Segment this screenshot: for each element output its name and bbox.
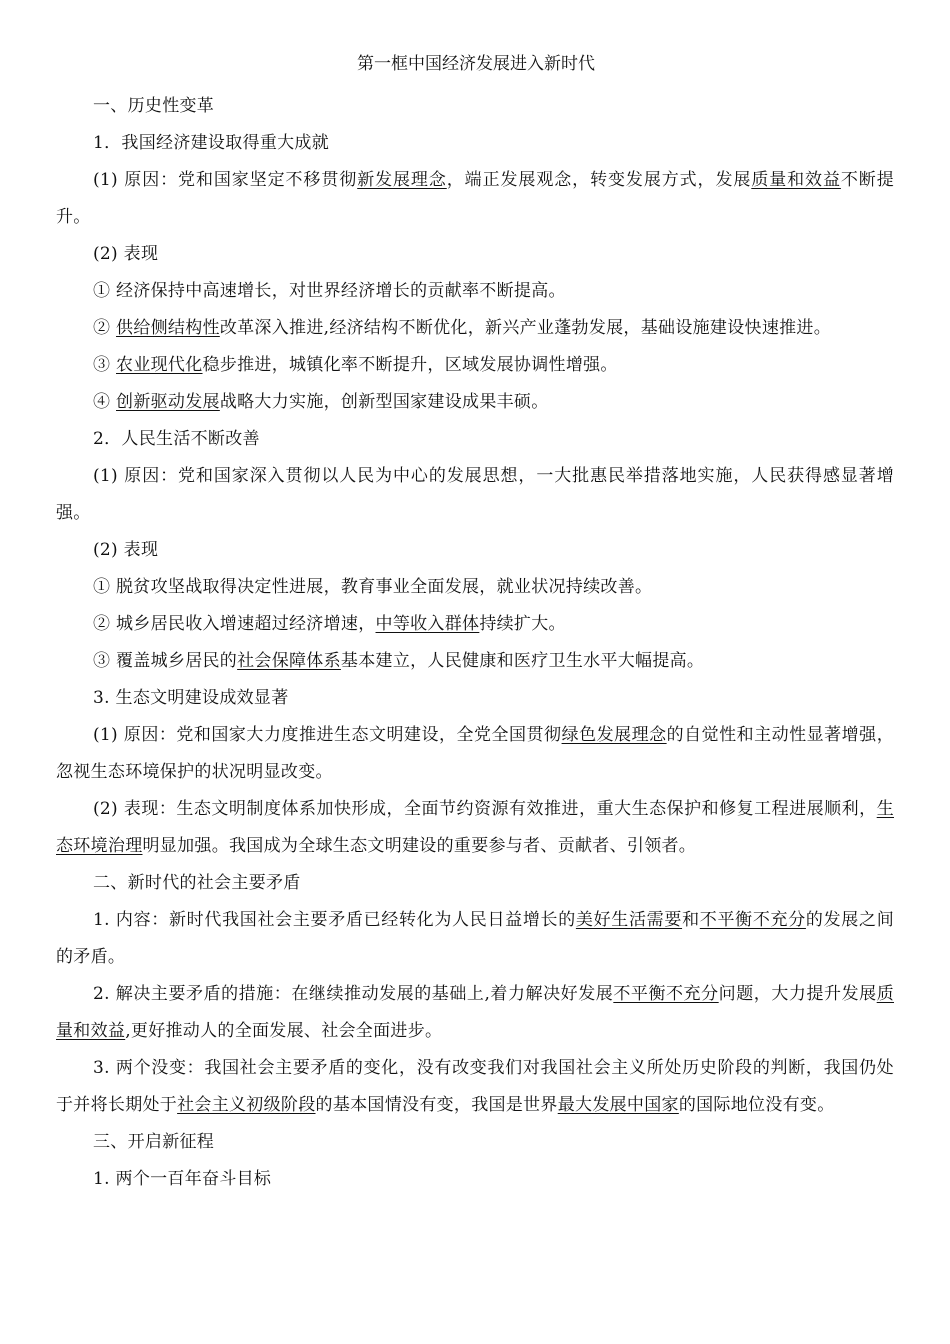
text-segment: 2．人民生活不断改善 — [93, 429, 260, 449]
paragraph — [56, 236, 894, 273]
text-segment: 2. 解决主要矛盾的措施：在继续推动发展的基础上,着力解决好发展 — [93, 984, 614, 1004]
text-segment: 不断提升。 — [56, 170, 895, 227]
underlined-key-term: 绿色发展理念 — [561, 725, 667, 745]
paragraph — [56, 643, 894, 680]
paragraph — [56, 310, 894, 347]
text-segment: 3. 两个没变：我国社会主要矛盾的变化，没有改变我们对我国社会主义所处历史阶段的判断，我国仍处于并将长期处于 — [56, 1058, 894, 1115]
underlined-key-term: 质量和效益 — [56, 984, 894, 1041]
underlined-key-term: 社会主义初级阶段 — [177, 1095, 316, 1115]
underlined-key-term: 美好生活需要 — [575, 910, 683, 930]
text-segment: 的基本国情没有变，我国是世界 — [315, 1095, 558, 1115]
text-segment: 的发展之间的矛盾。 — [56, 910, 894, 967]
paragraph — [56, 680, 894, 717]
paragraph — [56, 532, 894, 569]
underlined-key-term: 创新驱动发展 — [116, 392, 220, 412]
page-title: 第一框中国经济发展进入新时代 — [357, 54, 595, 74]
text-segment: (2) 表现 — [93, 244, 159, 264]
underlined-key-term: 最大发展中国家 — [557, 1095, 679, 1115]
underlined-key-term: 供给侧结构性 — [116, 318, 220, 338]
text-segment: 的自觉性和主动性显著增强，忽视生态环境保护的状况明显改变。 — [56, 725, 894, 782]
paragraph — [56, 865, 894, 902]
underlined-key-term: 中等收入群体 — [375, 614, 480, 634]
paragraph — [56, 273, 894, 310]
paragraph — [56, 1161, 894, 1198]
text-segment: 1. 两个一百年奋斗目标 — [93, 1169, 272, 1189]
text-segment: 1. 内容：新时代我国社会主要矛盾已经转化为人民日益增长的 — [93, 910, 576, 930]
text-segment: ③ 覆盖城乡居民的 — [93, 651, 238, 671]
text-segment: (1) 原因：党和国家深入贯彻以人民为中心的发展思想，一大批惠民举措落地实施，人民获得感显著增强。 — [56, 466, 894, 523]
paragraph — [56, 791, 894, 865]
text-segment: (2) 表现 — [93, 540, 159, 560]
text-segment: ，端正发展观念，转变发展方式，发展 — [446, 170, 752, 190]
paragraph — [56, 606, 894, 643]
text-segment: ② — [93, 318, 117, 338]
text-segment: ③ — [93, 355, 117, 375]
paragraph — [56, 1124, 894, 1161]
paragraph — [56, 384, 894, 421]
paragraph — [56, 976, 894, 1050]
text-segment: 二、新时代的社会主要矛盾 — [93, 873, 301, 893]
text-segment: ① 经济保持中高速增长，对世界经济增长的贡献率不断提高。 — [93, 281, 566, 301]
text-segment: 明显加强。我国成为全球生态文明建设的重要参与者、贡献者、引领者。 — [142, 836, 697, 856]
text-segment: ② 城乡居民收入增速超过经济增速， — [93, 614, 376, 634]
text-segment: 改革深入推进,经济结构不断优化，新兴产业蓬勃发展，基础设施建设快速推进。 — [219, 318, 832, 338]
paragraph — [56, 569, 894, 606]
underlined-key-term: 不平衡不充分 — [699, 910, 806, 930]
underlined-key-term: 生态环境治理 — [56, 799, 894, 856]
paragraph — [56, 458, 894, 532]
text-segment: 战略大力实施，创新型国家建设成果丰硕。 — [219, 392, 549, 412]
paragraph — [56, 162, 894, 236]
text-segment: 基本建立，人民健康和医疗卫生水平大幅提高。 — [340, 651, 705, 671]
text-segment: ④ — [93, 392, 117, 412]
paragraph — [56, 717, 894, 791]
paragraph — [56, 1050, 894, 1124]
text-segment: 稳步推进，城镇化率不断提升，区域发展协调性增强。 — [202, 355, 618, 375]
underlined-key-term: 新发展理念 — [357, 170, 447, 190]
paragraph — [56, 421, 894, 458]
text-segment: 持续扩大。 — [479, 614, 566, 634]
text-segment: 三、开启新征程 — [93, 1132, 215, 1152]
underlined-key-term: 质量和效益 — [751, 170, 841, 190]
underlined-key-term: 农业现代化 — [116, 355, 203, 375]
text-segment: ,更好推动人的全面发展、社会全面进步。 — [125, 1021, 443, 1041]
text-segment: (2) 表现：生态文明制度体系加快形成，全面节约资源有效推进，重大生态保护和修复工程进展顺利， — [93, 799, 877, 819]
text-segment: 一、历史性变革 — [93, 96, 215, 116]
paragraph — [56, 88, 894, 125]
text-segment: 1．我国经济建设取得重大成就 — [93, 133, 330, 153]
text-segment: ① 脱贫攻坚战取得决定性进展，教育事业全面发展，就业状况持续改善。 — [93, 577, 653, 597]
paragraph — [56, 902, 894, 976]
text-segment: 3. 生态文明建设成效显著 — [93, 688, 289, 708]
text-segment: (1) 原因：党和国家坚定不移贯彻 — [93, 170, 358, 190]
text-segment: 的国际地位没有变。 — [678, 1095, 835, 1115]
text-segment: 问题，大力提升发展 — [718, 984, 877, 1004]
text-segment: 和 — [682, 910, 700, 930]
paragraph — [56, 125, 894, 162]
document-body — [56, 88, 894, 1198]
underlined-key-term: 不平衡不充分 — [613, 984, 719, 1004]
underlined-key-term: 社会保障体系 — [237, 651, 341, 671]
text-segment: (1) 原因：党和国家大力度推进生态文明建设，全党全国贯彻 — [93, 725, 562, 745]
paragraph — [56, 347, 894, 384]
